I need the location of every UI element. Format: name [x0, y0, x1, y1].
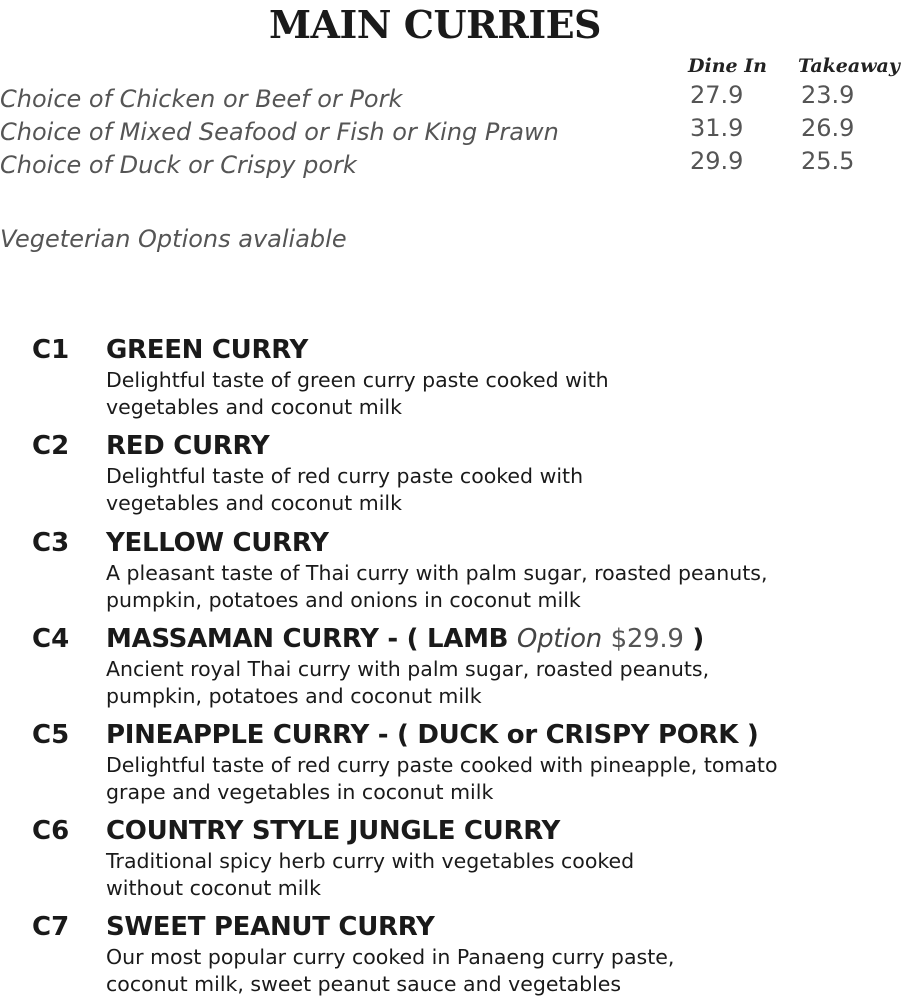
item-description-line: Our most popular curry cooked in Panaeng curry paste, — [106, 945, 675, 969]
price-row — [0, 81, 908, 118]
item-description — [106, 944, 674, 998]
item-name: PINEAPPLE CURRY - ( DUCK or CRISPY PORK ) — [106, 720, 759, 750]
item-code: C3 — [32, 528, 70, 558]
price-row — [0, 147, 908, 184]
takeaway-price: 26.9 — [801, 114, 855, 142]
item-description — [106, 656, 709, 710]
item-description — [106, 367, 609, 421]
item-description — [106, 752, 778, 806]
price-option-label: Choice of Duck or Crispy pork — [0, 151, 357, 179]
item-description-line: grape and vegetables in coconut milk — [106, 780, 494, 804]
item-description-line: coconut milk, sweet peanut sauce and vegetables — [106, 972, 622, 996]
item-code: C7 — [32, 912, 70, 942]
item-description-line: Delightful taste of red curry paste cooked with pineapple, tomato — [106, 753, 778, 777]
dine-in-column-header: Dine In — [688, 55, 767, 77]
item-name — [106, 624, 704, 654]
item-description-line: vegetables and coconut milk — [106, 491, 402, 515]
item-description-line: Ancient royal Thai curry with palm sugar, roasted peanuts, — [106, 657, 710, 681]
item-description — [106, 463, 583, 517]
takeaway-column-header: Takeaway — [798, 55, 900, 77]
price-option-label: Choice of Chicken or Beef or Pork — [0, 85, 403, 113]
item-name: RED CURRY — [106, 431, 270, 461]
item-code: C1 — [32, 335, 70, 365]
item-description-line: Traditional spicy herb curry with vegetables cooked — [106, 849, 635, 873]
item-description-line: A pleasant taste of Thai curry with palm sugar, roasted peanuts, — [106, 561, 768, 585]
item-name: YELLOW CURRY — [106, 528, 329, 558]
item-code: C5 — [32, 720, 70, 750]
option-price: $29.9 — [610, 624, 684, 654]
takeaway-price: 25.5 — [801, 147, 855, 175]
item-description — [106, 848, 634, 902]
price-row — [0, 114, 908, 151]
dine-in-price: 29.9 — [690, 147, 744, 175]
price-option-label: Choice of Mixed Seafood or Fish or King Prawn — [0, 118, 559, 146]
item-description — [106, 560, 767, 614]
item-code: C6 — [32, 816, 70, 846]
item-name-text: MASSAMAN CURRY - ( LAMB — [106, 624, 509, 654]
item-name: SWEET PEANUT CURRY — [106, 912, 435, 942]
takeaway-price: 23.9 — [801, 81, 855, 109]
item-name: GREEN CURRY — [106, 335, 309, 365]
item-description-line: without coconut milk — [106, 876, 321, 900]
option-label: Option — [516, 624, 602, 654]
item-name-close: ) — [692, 624, 704, 654]
vegetarian-note: Vegeterian Options avaliable — [0, 225, 347, 253]
item-code: C4 — [32, 624, 70, 654]
item-description-line: Delightful taste of green curry paste cooked with — [106, 368, 609, 392]
item-description-line: pumpkin, potatoes and onions in coconut milk — [106, 588, 581, 612]
item-code: C2 — [32, 431, 70, 461]
item-description-line: vegetables and coconut milk — [106, 395, 402, 419]
page-title: MAIN CURRIES — [268, 2, 601, 47]
item-description-line: pumpkin, potatoes and coconut milk — [106, 684, 482, 708]
dine-in-price: 27.9 — [690, 81, 744, 109]
item-description-line: Delightful taste of red curry paste cooked with — [106, 464, 584, 488]
dine-in-price: 31.9 — [690, 114, 744, 142]
item-name: COUNTRY STYLE JUNGLE CURRY — [106, 816, 561, 846]
